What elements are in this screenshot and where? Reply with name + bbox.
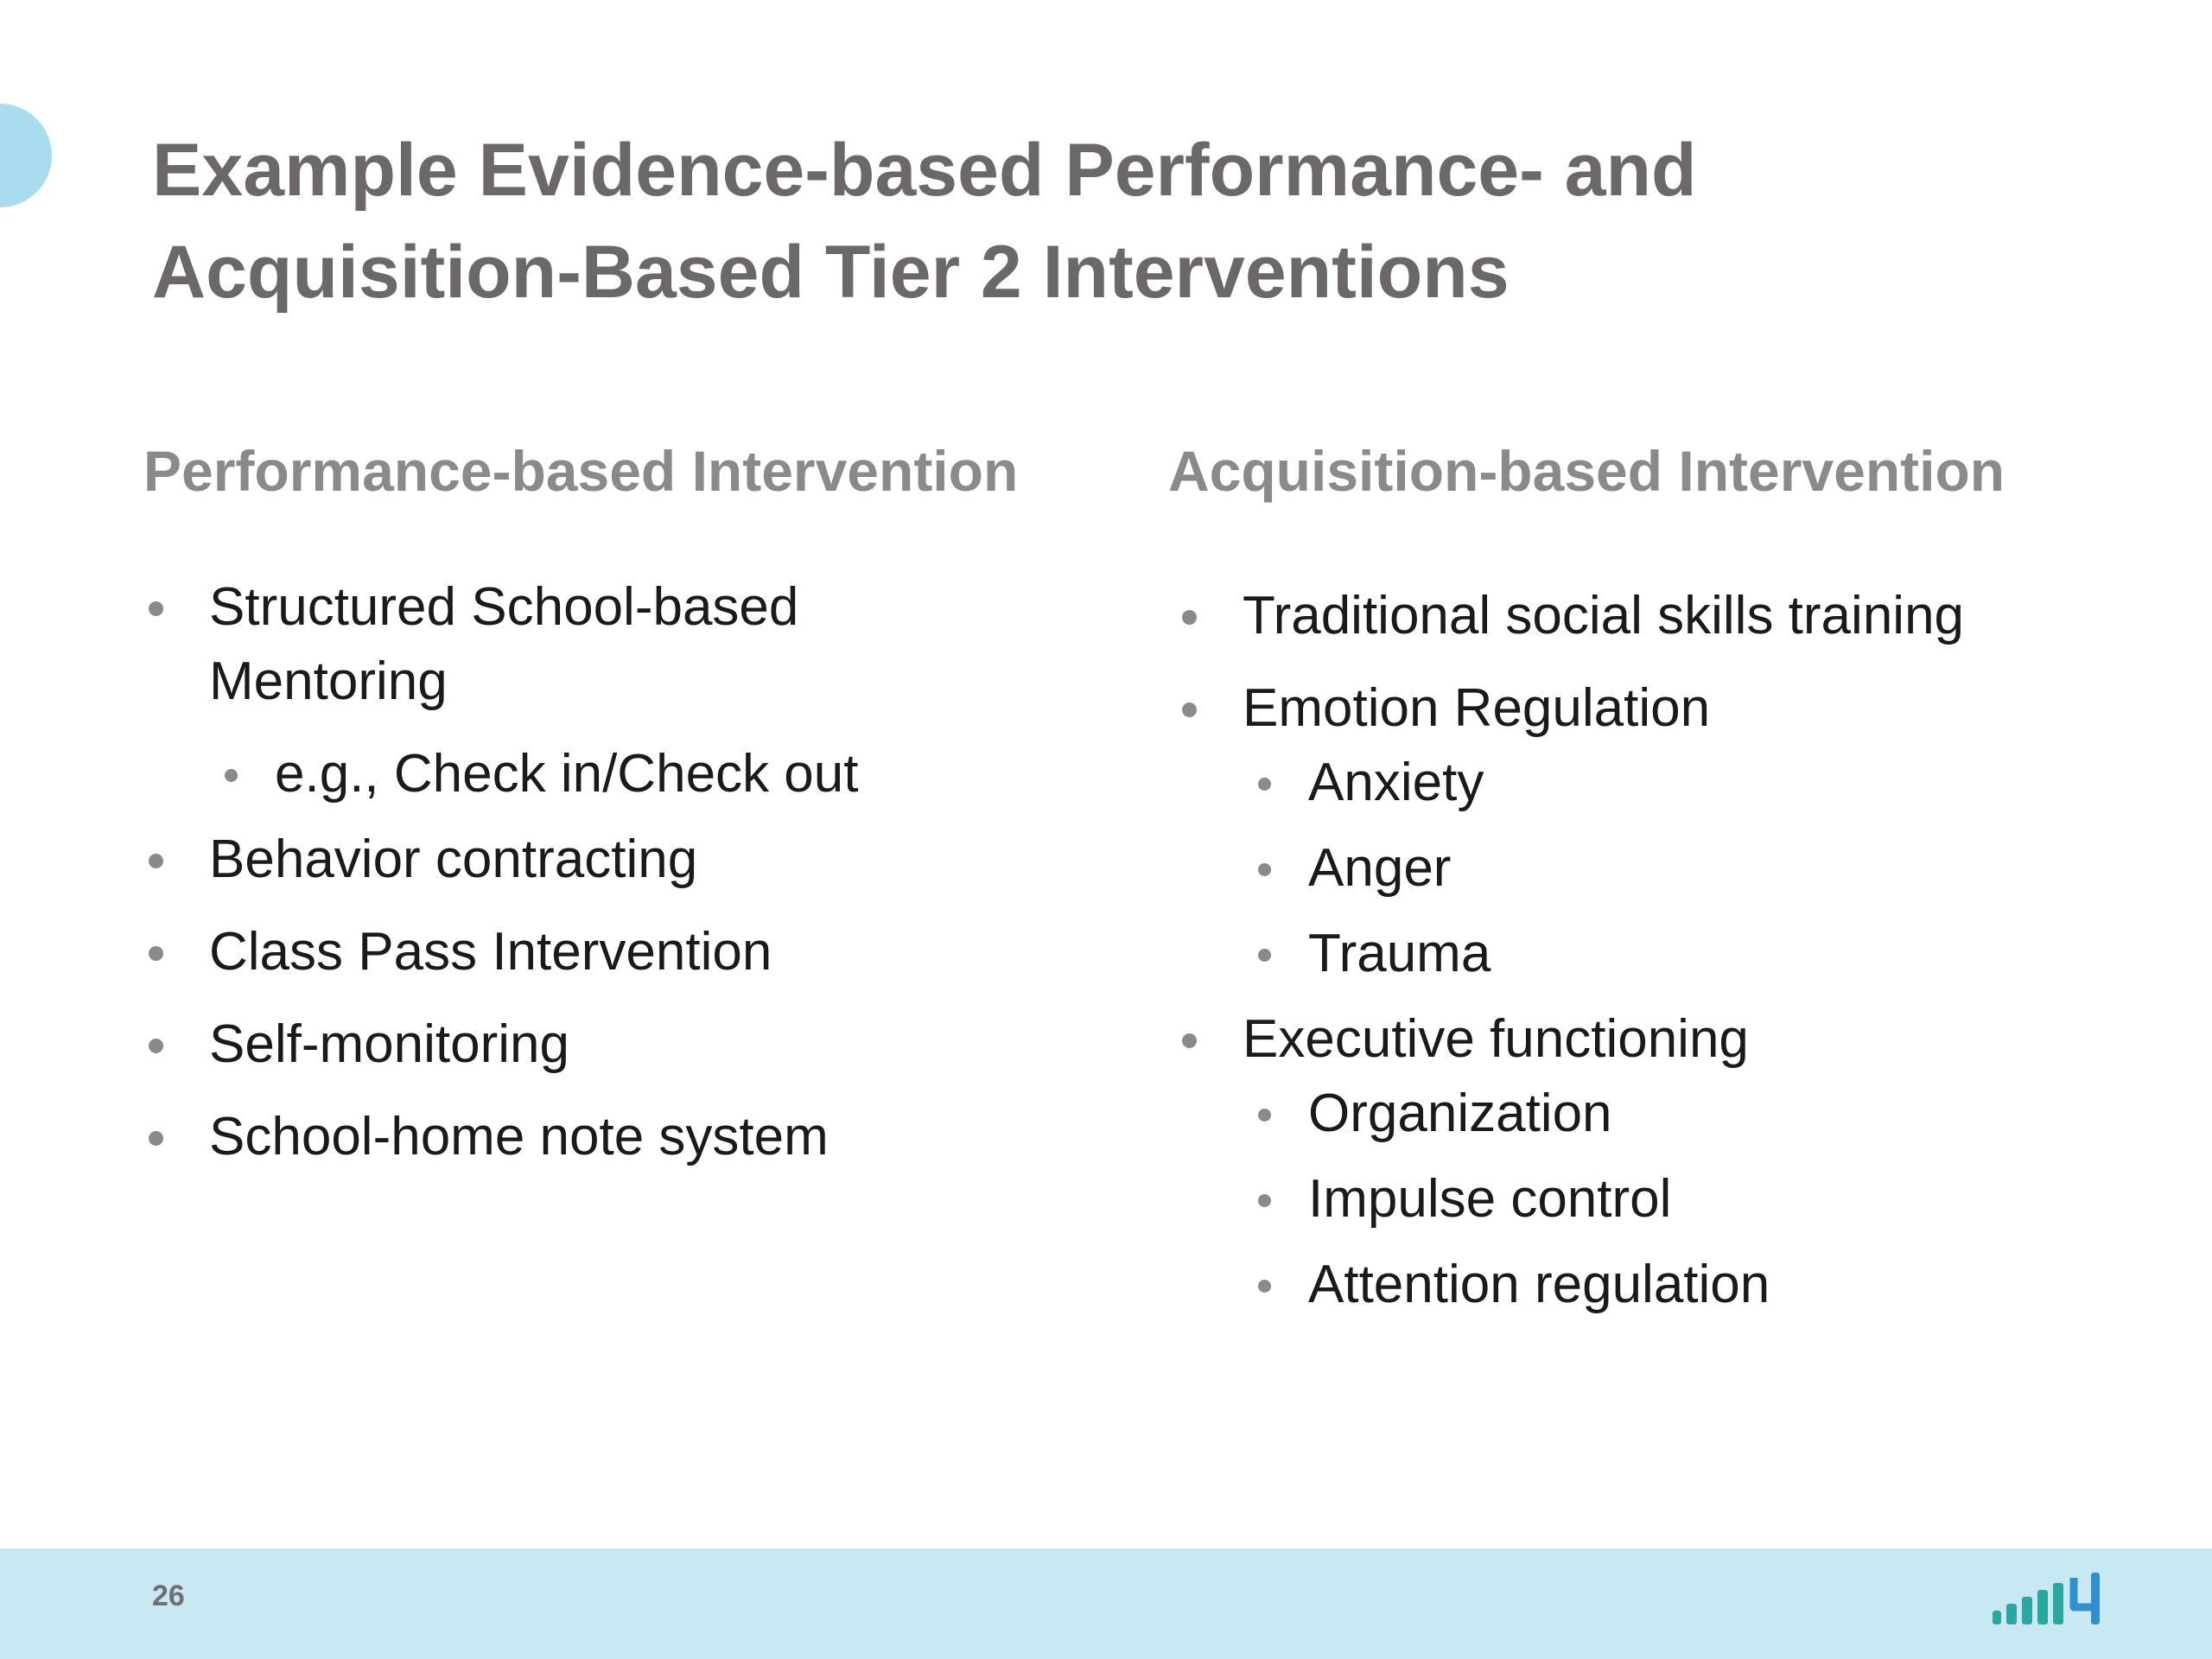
left-column-heading: Performance-based Intervention xyxy=(143,439,1019,503)
page-number: 26 xyxy=(152,1580,185,1612)
footer-band xyxy=(0,1548,2212,1659)
list-item: Traditional social skills training xyxy=(1177,579,2171,653)
list-item: School-home note system xyxy=(143,1100,1163,1174)
title-line-2: Acquisition-Based Tier 2 Interventions xyxy=(152,231,1510,314)
corner-circle-decoration xyxy=(0,104,52,207)
title-line-1: Example Evidence-based Performance- and xyxy=(152,129,1697,212)
bar-chart-logo-icon xyxy=(1987,1569,2108,1631)
sub-list-item: Attention regulation xyxy=(1177,1248,2171,1322)
sub-list-item: Anxiety xyxy=(1177,746,2171,820)
list-item: Self-monitoring xyxy=(143,1007,1163,1082)
list-item: Emotion Regulation xyxy=(1177,671,2171,746)
sub-list-item: Organization xyxy=(1177,1077,2171,1151)
list-item: Structured School-based Mentoring xyxy=(143,570,987,719)
sub-list-item: Impulse control xyxy=(1177,1162,2171,1236)
list-item: Behavior contracting xyxy=(143,823,1163,897)
right-column-heading: Acquisition-based Intervention xyxy=(1168,439,2005,503)
performance-intervention-list xyxy=(143,570,1163,1192)
acquisition-intervention-list xyxy=(1177,579,2171,1333)
sub-list-item: Trauma xyxy=(1177,917,2171,991)
slide-title xyxy=(152,119,2053,323)
list-item: Class Pass Intervention xyxy=(143,915,1163,989)
sub-list-item: Anger xyxy=(1177,831,2171,906)
sub-list-item: e.g., Check in/Check out xyxy=(143,737,1163,811)
list-item: Executive functioning xyxy=(1177,1002,2171,1077)
